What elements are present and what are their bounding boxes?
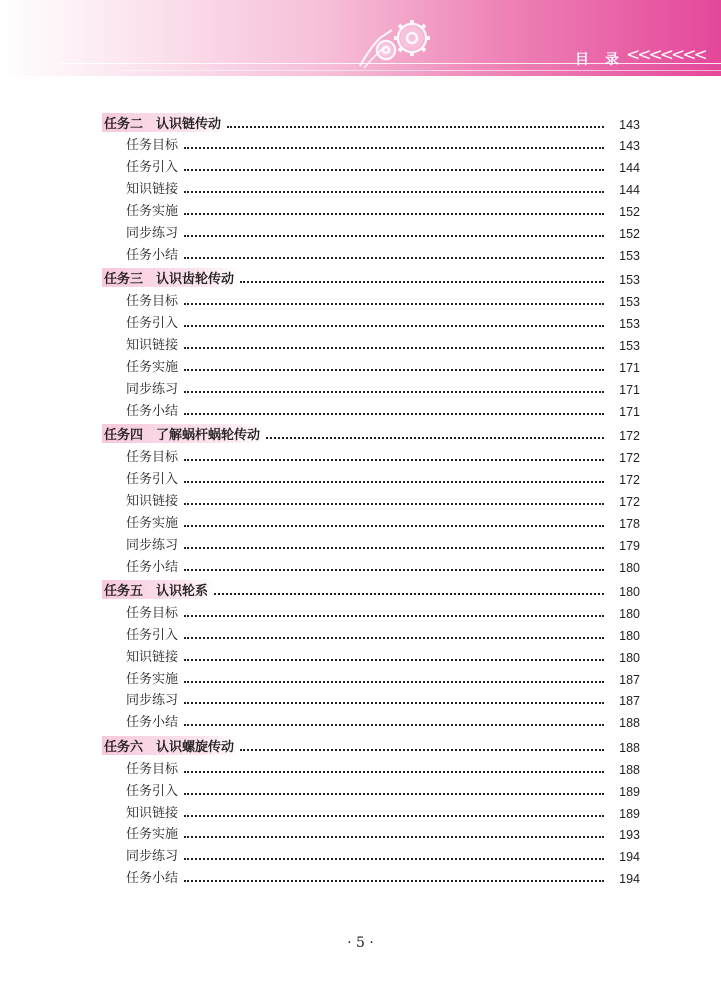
toc-entry[interactable] [104, 309, 640, 331]
toc-entry-label: 任务引入 [126, 471, 179, 487]
dot-leader [184, 615, 604, 617]
toc-entry-page: 188 [619, 762, 640, 777]
header-chevrons: <<<<<<< [626, 45, 705, 65]
toc-entry-page: 179 [619, 538, 640, 553]
dot-leader [214, 593, 604, 595]
toc-entry-label: 任务实施 [126, 827, 179, 843]
toc-entry-label: 任务目标 [126, 761, 179, 777]
header-title: 目 录 [575, 52, 620, 68]
toc-entry-label: 任务六 认识螺旋传动 [102, 736, 240, 755]
toc-entry-label: 任务实施 [126, 671, 179, 687]
toc-chapter-entry[interactable] [104, 263, 640, 288]
toc-chapter-entry[interactable] [104, 419, 640, 444]
toc-entry-page: 152 [619, 226, 640, 241]
toc-entry-label: 任务目标 [126, 605, 179, 621]
toc-entry-page: 171 [619, 360, 640, 375]
toc-entry-label: 同步练习 [126, 381, 179, 397]
toc-entry[interactable] [104, 331, 640, 353]
toc-entry[interactable] [104, 353, 640, 375]
toc-entry-page: 153 [619, 295, 640, 310]
dot-leader [184, 503, 604, 505]
toc-entry-page: 143 [619, 139, 640, 154]
dot-leader [184, 235, 604, 237]
toc-entry-label: 任务实施 [126, 204, 179, 220]
dot-leader [184, 547, 604, 549]
dot-leader [184, 459, 604, 461]
toc-entry-label: 任务引入 [126, 783, 179, 799]
toc-entry[interactable] [104, 553, 640, 575]
toc-entry[interactable] [104, 621, 640, 643]
toc-entry-page: 153 [619, 339, 640, 354]
dot-leader [184, 702, 604, 704]
toc-entry[interactable] [104, 175, 640, 197]
dot-leader [184, 815, 604, 817]
toc-entry[interactable] [104, 777, 640, 799]
toc-entry[interactable] [104, 375, 640, 397]
toc-entry-page: 144 [619, 161, 640, 176]
toc-entry[interactable] [104, 197, 640, 219]
toc-entry-label: 任务实施 [126, 359, 179, 375]
dot-leader [184, 303, 604, 305]
dot-leader [184, 147, 604, 149]
toc-entry-label: 任务二 认识链传动 [102, 113, 227, 132]
toc-entry-label: 任务小结 [126, 871, 179, 887]
toc-entry[interactable] [104, 241, 640, 263]
dot-leader [184, 213, 604, 215]
dot-leader [184, 191, 604, 193]
toc-entry-page: 178 [619, 516, 640, 531]
toc-entry-page: 180 [619, 628, 640, 643]
toc-entry[interactable] [104, 665, 640, 687]
toc-entry-page: 187 [619, 672, 640, 687]
dot-leader [184, 347, 604, 349]
dot-leader [184, 257, 604, 259]
toc-chapter-entry[interactable] [104, 575, 640, 600]
toc-entry-page: 187 [619, 694, 640, 709]
dot-leader [184, 637, 604, 639]
toc-entry-label: 任务三 认识齿轮传动 [102, 268, 240, 287]
toc-entry-page: 153 [619, 248, 640, 263]
toc-entry-page: 188 [619, 716, 640, 731]
toc-entry-label: 知识链接 [126, 805, 179, 821]
toc-entry-label: 任务实施 [126, 515, 179, 531]
toc-entry[interactable] [104, 799, 640, 821]
dot-leader [184, 413, 604, 415]
toc-entry-label: 任务目标 [126, 450, 179, 466]
toc-entry-page: 188 [619, 740, 640, 755]
toc-entry-page: 194 [619, 872, 640, 887]
toc-entry[interactable] [104, 153, 640, 175]
toc-chapter-entry[interactable] [104, 107, 640, 132]
toc-entry-label: 知识链接 [126, 493, 179, 509]
toc-entry[interactable] [104, 465, 640, 487]
toc-entry-page: 180 [619, 585, 640, 600]
toc-entry-label: 任务引入 [126, 316, 179, 332]
toc-entry[interactable] [104, 397, 640, 419]
toc-entry-page: 171 [619, 404, 640, 419]
dot-leader [184, 525, 604, 527]
toc-chapter-entry[interactable] [104, 730, 640, 755]
toc-entry-label: 任务引入 [126, 627, 179, 643]
toc-entry-page: 152 [619, 205, 640, 220]
toc-entry[interactable] [104, 755, 640, 777]
toc-entry-label: 同步练习 [126, 537, 179, 553]
toc-entry-page: 172 [619, 451, 640, 466]
toc-entry-page: 144 [619, 183, 640, 198]
toc-entry[interactable] [104, 443, 640, 465]
dot-leader [184, 169, 604, 171]
dot-leader [184, 681, 604, 683]
toc-entry-label: 任务小结 [126, 403, 179, 419]
dot-leader [266, 437, 604, 439]
toc-entry-page: 193 [619, 828, 640, 843]
toc-entry-label: 任务小结 [126, 715, 179, 731]
toc-entry[interactable] [104, 509, 640, 531]
page-number: · 5 · [347, 935, 374, 951]
dot-leader [184, 724, 604, 726]
toc-entry-page: 180 [619, 606, 640, 621]
dot-leader [184, 659, 604, 661]
toc-entry-page: 143 [619, 117, 640, 132]
toc-entry[interactable] [104, 219, 640, 241]
dot-leader [184, 481, 604, 483]
toc-entry-label: 知识链接 [126, 649, 179, 665]
toc-entry[interactable] [104, 643, 640, 665]
toc-entry[interactable] [104, 599, 640, 621]
toc-entry-label: 任务目标 [126, 138, 179, 154]
toc-entry-page: 189 [619, 784, 640, 799]
toc-entry-page: 153 [619, 273, 640, 288]
toc-entry-label: 知识链接 [126, 338, 179, 354]
dot-leader [184, 793, 604, 795]
toc-entry-page: 172 [619, 494, 640, 509]
table-of-contents [104, 107, 640, 886]
dot-leader [184, 325, 604, 327]
toc-entry[interactable] [104, 687, 640, 709]
toc-entry[interactable] [104, 287, 640, 309]
toc-entry-label: 同步练习 [126, 693, 179, 709]
toc-entry-label: 任务五 认识轮系 [102, 580, 214, 599]
dot-leader [240, 281, 604, 283]
gears-icon [350, 8, 450, 72]
toc-entry-page: 180 [619, 560, 640, 575]
dot-leader [184, 369, 604, 371]
toc-entry-page: 189 [619, 806, 640, 821]
toc-entry[interactable] [104, 487, 640, 509]
toc-entry-page: 153 [619, 317, 640, 332]
toc-entry-page: 172 [619, 472, 640, 487]
toc-entry-label: 任务引入 [126, 160, 179, 176]
toc-entry-page: 171 [619, 382, 640, 397]
toc-entry[interactable] [104, 864, 640, 886]
toc-entry-label: 同步练习 [126, 225, 179, 241]
dot-leader [227, 126, 604, 128]
dot-leader [184, 836, 604, 838]
toc-entry[interactable] [104, 531, 640, 553]
dot-leader [184, 771, 604, 773]
toc-entry-label: 任务小结 [126, 247, 179, 263]
toc-entry-label: 知识链接 [126, 182, 179, 198]
toc-entry-label: 任务四 了解蜗杆蜗轮传动 [102, 424, 266, 443]
dot-leader [240, 749, 604, 751]
toc-entry-label: 同步练习 [126, 849, 179, 865]
toc-entry[interactable] [104, 821, 640, 843]
toc-entry-page: 180 [619, 650, 640, 665]
dot-leader [184, 569, 604, 571]
dot-leader [184, 880, 604, 882]
toc-entry-label: 任务目标 [126, 294, 179, 310]
dot-leader [184, 858, 604, 860]
toc-entry[interactable] [104, 708, 640, 730]
toc-entry-label: 任务小结 [126, 559, 179, 575]
toc-entry-page: 194 [619, 850, 640, 865]
dot-leader [184, 391, 604, 393]
toc-entry[interactable] [104, 132, 640, 154]
toc-entry[interactable] [104, 842, 640, 864]
toc-entry-page: 172 [619, 429, 640, 444]
